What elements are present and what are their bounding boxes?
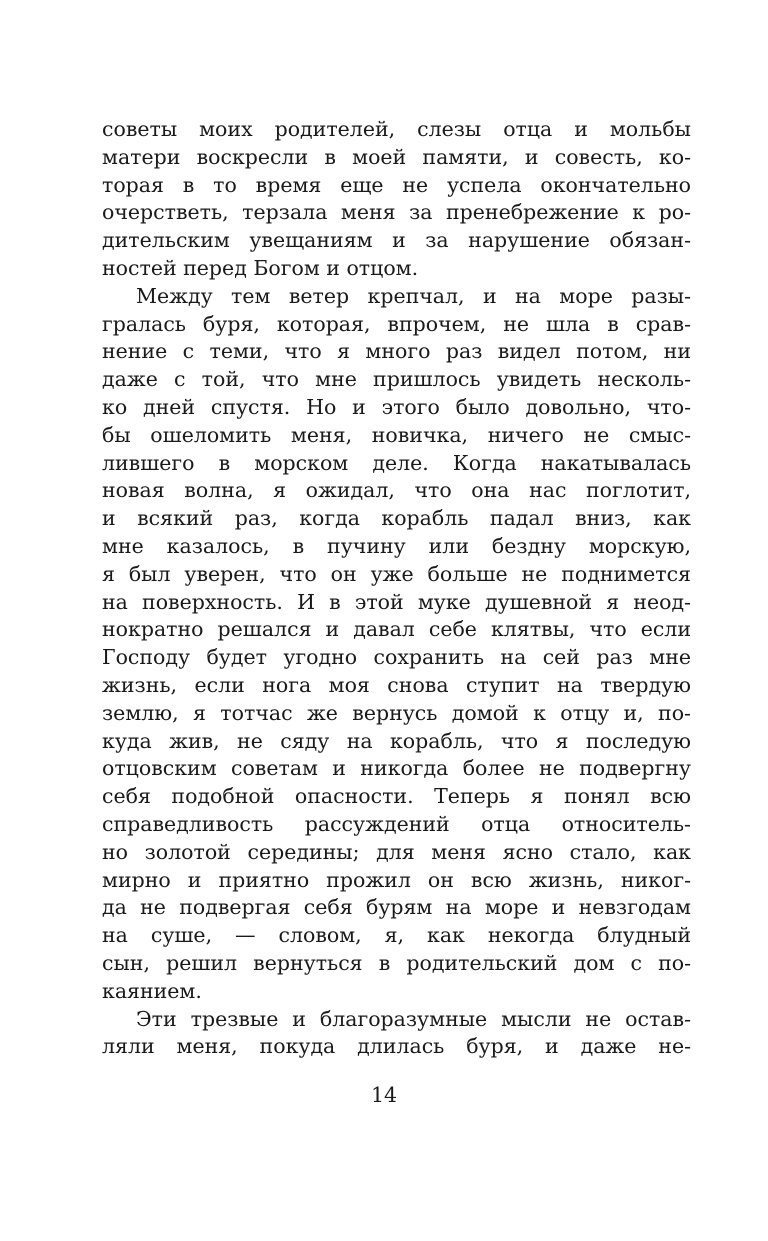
text-line: гралась буря, которая, впрочем, не шла в срав- xyxy=(102,311,691,336)
text-line: я был уверен, что он уже больше не поднимется xyxy=(102,561,691,586)
text-line: мне казалось, в пучину или бездну морскую, xyxy=(102,533,691,558)
text-line: ко дней спустя. Но и этого было довольно, что- xyxy=(102,394,691,419)
text-line: дительским увещаниям и за нарушение обязан- xyxy=(102,228,691,253)
text-line: ляли меня, покуда длилась буря, и даже не- xyxy=(102,1034,691,1059)
text-line-paragraph-end: ностей перед Богом и отцом. xyxy=(102,255,419,280)
text-line: Господу будет угодно сохранить на сей раз мне xyxy=(102,645,691,670)
text-line: да не подвергая себя бурям на море и невзгодам xyxy=(102,895,691,920)
text-line: даже с той, что мне пришлось увидеть несколь- xyxy=(102,367,691,392)
text-line: торая в то время еще не успела окончательно xyxy=(102,172,691,197)
page-number: 14 xyxy=(370,1083,398,1107)
page-text-block xyxy=(102,116,691,1061)
text-line: себя подобной опасности. Теперь я понял всю xyxy=(102,784,691,809)
text-line: сын, решил вернуться в родительский дом с по- xyxy=(102,950,691,975)
text-line: нократно решался и давал себе клятвы, что если xyxy=(102,617,691,642)
text-line: нение с теми, что я много раз видел потом, ни xyxy=(102,339,691,364)
text-line: мирно и приятно прожил он всю жизнь, никог- xyxy=(102,867,691,892)
text-line: новая волна, я ожидал, что она нас поглотит, xyxy=(102,478,691,503)
text-line: справедливость рассуждений отца относитель- xyxy=(102,811,691,836)
text-line: жизнь, если нога моя снова ступит на твердую xyxy=(102,672,691,697)
text-line-paragraph-end: каянием. xyxy=(102,978,202,1003)
text-line-paragraph-start: Между тем ветер крепчал, и на море разы- xyxy=(136,283,691,308)
text-line: матери воскресли в моей памяти, и совесть, ко- xyxy=(102,144,691,169)
text-line: на поверхность. И в этой муке душевной я неод- xyxy=(102,589,691,614)
text-line: советы моих родителей, слезы отца и мольбы xyxy=(102,117,691,141)
text-line: и всякий раз, когда корабль падал вниз, как xyxy=(102,506,691,531)
text-line: на суше, — словом, я, как некогда блудный xyxy=(102,923,691,948)
text-line-paragraph-start: Эти трезвые и благоразумные мысли не остав- xyxy=(136,1006,691,1031)
text-line: отцовским советам и никогда более не подвергну xyxy=(102,756,691,781)
text-line: но золотой середины; для меня ясно стало, как xyxy=(102,839,691,864)
text-line: землю, я тотчас же вернусь домой к отцу и, по- xyxy=(102,700,691,725)
text-line: лившего в морском деле. Когда накатывалась xyxy=(102,450,691,475)
text-line: куда жив, не сяду на корабль, что я последую xyxy=(102,728,691,753)
text-line: бы ошеломить меня, новичка, ничего не смыс- xyxy=(102,422,691,447)
text-line: очерстветь, терзала меня за пренебрежение к ро- xyxy=(102,200,691,225)
